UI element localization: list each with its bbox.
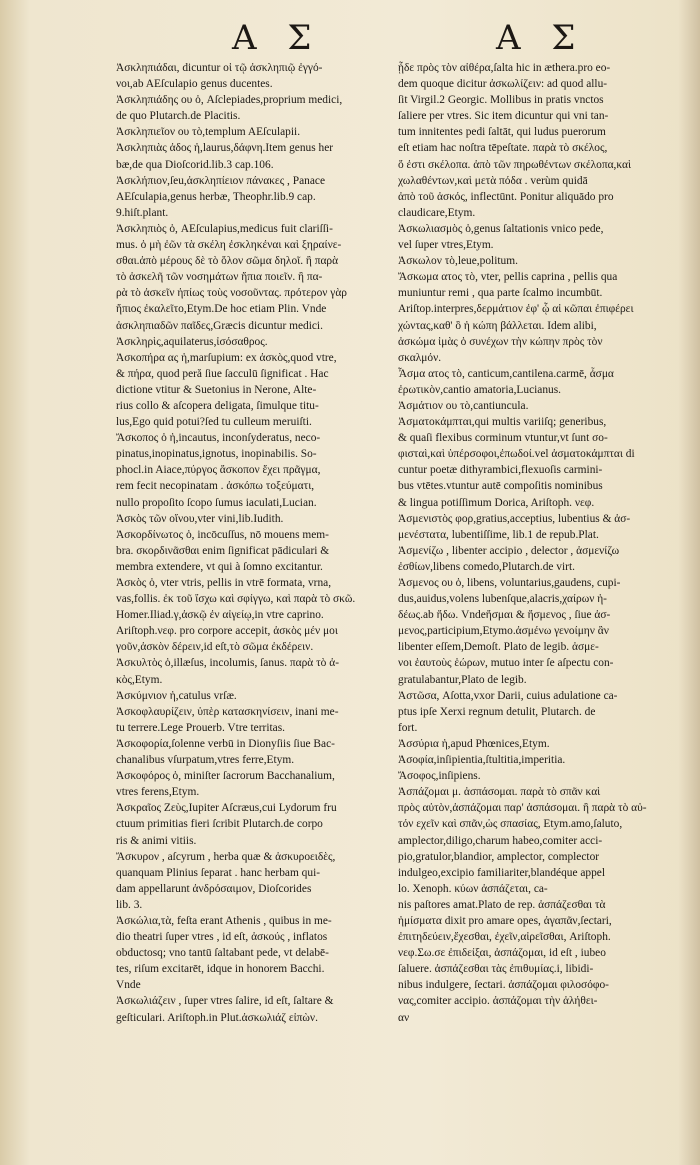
text-line: ctuum primitias fieri ſcribit Plutarch.de corpo — [116, 818, 323, 831]
text-line: ἐσθίων,libens comedo,Plutarch.de virt. — [398, 560, 575, 573]
text-line: χωλαθέντων,καὶ μετὰ πόδα . verùm quidā — [398, 174, 588, 187]
text-line: Ἄσκοπος ὁ ἡ,incautus, inconſyderatus, neco- — [116, 432, 321, 445]
text-line: tu terrere.Lege Prouerb. Vtre territas. — [116, 721, 285, 734]
text-line: Ἀσμενίζω , libenter accipio , delector , ἀσμενίζω — [398, 544, 620, 557]
text-line: dio theatri ſuper vtres , id eſt, ἀσκούς , inflatos — [116, 931, 328, 944]
text-line: de quo Plutarch.de Placitis. — [116, 110, 241, 123]
text-line: Ἀσοφία,inſipientia,ſtultitia,imperitia. — [398, 754, 566, 767]
text-line: ſaluere. ἀσπάζεσθαι τὰς ἐπιθυμίας.i, libidi- — [398, 963, 594, 976]
text-line: Ἆσμα ατος τὸ, canticum,cantilena.carmē, ἆσμα — [398, 367, 614, 380]
text-line: ἀπὸ τοῦ ἀσκός, inflectūnt. Ponitur aliquādo pro — [398, 190, 614, 203]
text-line: Ἀσκοφλαυρίζειν, ὑπὲρ κατασκηνίσειν, inani me- — [116, 705, 339, 718]
text-line: Ἀσμάτιον ου τὸ,cantiuncula. — [398, 399, 529, 412]
text-line: σκαλμόν. — [398, 351, 442, 364]
text-line: Ἀσκυλτὸς ὁ,illæſus, incolumis, ſanus. παρὰ τὸ ἀ- — [116, 657, 339, 670]
text-line: lo. Xenoph. κύων ἀσπάζεται, ca- — [398, 882, 548, 895]
text-line: ἀσκώμα ἱμὰς ὁ συνέχων τὴν κώπην πρὸς τὸν — [398, 335, 603, 348]
text-line: mus. ὁ μὴ ἐῶν τὰ σκέλη ἐσκληκέναι καὶ ξηραίνε- — [116, 239, 342, 252]
text-line: AEſculapia,genus herbæ, Theophr.lib.9 cap. — [116, 190, 316, 203]
text-line: μενος,participium,Etymo.ἀσμένω γενοίμην ἂν — [398, 625, 609, 638]
text-line: geſticulari. Ariſtoph.in Plut.ἀσκωλιάζ εἰπὼν. — [116, 1011, 318, 1024]
text-line: bæ,de qua Dioſcorid.lib.3 cap.106. — [116, 158, 274, 171]
text-line: cuntur poetæ dithyrambici,flexuoſis carmini- — [398, 464, 603, 477]
text-line: νεφ.Σω.σε ἐπιδείξαι, ἀσπάζομαι, id eſt , iubeo — [398, 947, 606, 960]
text-line: Ἀσκοφόρος ὁ, miniſter ſacrorum Bacchanalium, — [116, 770, 335, 783]
text-line: τὸ ἀσκελῆ τῶν νοσημάτων ἤπια ποιεῖν. ἢ πα- — [116, 271, 323, 284]
text-line: νας,comiter accipio. ἀσπάζομαι τὴν ἀλήθει- — [398, 995, 598, 1008]
right-column — [398, 60, 660, 1026]
text-line: & quaſi flexibus corminum vtuntur,vt ſunt σο- — [398, 432, 608, 445]
text-line: Ἀσκύμνιον ἡ,catulus vrſæ. — [116, 689, 237, 702]
text-line: Ἀσκληρὶς,aquilaterus,ἰσόσαθρος. — [116, 335, 268, 348]
text-line: Ἀσκὸς τῶν οἴνου,vter vini,lib.Iudith. — [116, 512, 284, 525]
text-line: Ἀσκωλιασμὸς ὁ,genus ſaltationis vnico pede, — [398, 222, 604, 235]
text-line: phocl.in Aiace,πύργος ἄσκοπον ἔχει πρᾶγμα, — [116, 464, 321, 477]
text-line: vtres ferens,Etym. — [116, 786, 200, 799]
text-line: indulgeo,excipio familiariter,blandéque appel — [398, 866, 606, 879]
text-line: muniuntur remi , qua parte ſcalmo incumbūt. — [398, 287, 603, 300]
text-line: gratulabantur,Plato de legib. — [398, 673, 527, 686]
text-line: δέως.ab ἥδω. Vndeἥσμαι & ἥσμενος , ſiue ἀσ- — [398, 609, 611, 622]
text-line: rem fecit necopinatam . ἀσκόπω τοξεύματι, — [116, 480, 315, 493]
text-line: rius collo & aſcopera deligata, ſimulque titu- — [116, 399, 319, 412]
text-line: bra. σκορδινᾶσθαι enim ſignificat pādiculari & — [116, 544, 330, 557]
text-line: Ἀστῶσα, Aſotta,vxor Darii, cuius adulatione ca- — [398, 689, 618, 702]
text-line: Ἀσκώλια,τὰ, feſta erant Athenis , quibus in me- — [116, 914, 332, 927]
text-line: Ἄσκωμα ατος τὸ, vter, pellis caprina , pellis qua — [398, 271, 618, 284]
text-line: lus,Ego quid potui?ſed tu culleum meruiſti. — [116, 416, 312, 429]
text-line: bus vtētes.vtuntur autē compoſitis nominibus — [398, 480, 603, 493]
text-line: Ἀσκληπιεῖον ου τὸ,templum AEſculapii. — [116, 126, 301, 139]
text-line: dam appellarunt ἀνδρόσαιμον, Dioſcorides — [116, 882, 312, 895]
text-line: νοι ἑαυτοὺς ἑώρων, mutuo inter ſe aſpectu con- — [398, 657, 614, 670]
text-line: ᾗδε πρὸς τὸν αἰθέρα,ſalta hic in æthera.pro eo- — [398, 62, 611, 74]
text-line: Ἀσμενος ου ὁ, libens, voluntarius,gaudens, cupi- — [398, 577, 621, 589]
text-line: ὅ ἐστι σκέλοπα. ἀπὸ τῶν πηρωθέντων σκέλοπα,καὶ — [398, 158, 632, 171]
text-line: vas,follis. ἐκ τοῦ ἴσχω καὶ σφίγγω, καὶ παρὰ τὸ σκῶ. — [116, 593, 356, 606]
text-line: membra extendere, vt qui à ſomno excitantur. — [116, 560, 323, 573]
text-line: Ἄσκυρον , aſcyrum , herba quæ & ἀσκυροειδὲς, — [116, 850, 336, 863]
text-line: Vnde — [116, 979, 141, 992]
text-line: fort. — [398, 721, 418, 734]
text-line: obductosq; vno tantū ſaltabant pede, vt delabē- — [116, 947, 329, 960]
text-line: tes, riſum excitarēt, idque in honorem Bacchi. — [116, 963, 325, 976]
text-line: Ἀσκληπιάδης ου ὁ, Aſclepiades,proprium medici, — [116, 94, 343, 107]
text-line: nis paſtores amat.Plato de rep. ἀσπάζεσθαι τὰ — [398, 898, 606, 911]
text-line: lib. 3. — [116, 898, 143, 911]
text-line: κὸς,Etym. — [116, 673, 163, 686]
text-line: Ἀσματοκάμπται,qui multis variiſq; generibus, — [398, 416, 607, 429]
text-line: dus,auidus,volens lubenſque,alacris,χαίρων ἡ- — [398, 593, 607, 606]
text-line: Ἀσκληπιάδαι, dicuntur οἱ τῷ ἀσκληπιῷ ἐγγό- — [116, 62, 323, 74]
text-line: χώντας,καθ' ὃ ἡ κώπη βάλλεται. Idem alibi, — [398, 319, 597, 332]
text-line: ſaliere per vtres. Sic item dicuntur qui vni tan- — [398, 110, 609, 123]
text-line: φισταὶ,καὶ ὑπέρσοφοι,ἐπωδοί.vel ἀσματοκάμπται di — [398, 448, 635, 461]
text-line: Ἀσκωλον τὸ,leue,politum. — [398, 255, 518, 268]
text-line: Ariſtoph.νεφ. pro corpore accepit, ἀσκὸς μέν μοι — [116, 625, 338, 638]
text-line: πρὸς αὐτὸν,ἀσπάζομαι παρ' ἀσπάσομαι. ἢ παρὰ τὸ αὐ- — [398, 802, 647, 815]
text-line: γοῦν,ἀσκὸν δέρειν,id eſt,τὸ σῶμα ἐκδέρειν. — [116, 641, 314, 654]
text-line: Ἀσκλήπιον,ſeu,ἀσκληπίειον πάνακες , Panace — [116, 174, 326, 187]
running-head-left: Α Σ — [232, 18, 322, 58]
text-line: ἤπιος ἐκαλεῖτο,Etym.De hoc etiam Plin. Vnde — [116, 303, 327, 316]
running-head-right: Α Σ — [496, 18, 586, 58]
text-line: Ἀσπάζομαι μ. ἀσπάσομαι. παρὰ τὸ σπᾶν καὶ — [398, 786, 601, 799]
text-line: claudicare,Etym. — [398, 206, 476, 219]
text-line: Ἀσκορδίνωτος ὁ, incōcuſſus, nō mouens mem- — [116, 528, 329, 541]
text-line: & lingua potiſſimum Dorica, Ariſtoph. νεφ. — [398, 496, 595, 509]
text-line: ἡμίσματα dixit pro amare opes, ἀγαπᾶν,ſectari, — [398, 914, 612, 927]
text-line: 9.hiſt.plant. — [116, 206, 169, 219]
text-line: ἀσκληπιαδῶν παῖδες,Græcis dicuntur medici. — [116, 319, 323, 332]
text-line: ἐρωτικὸν,cantio amatoria,Lucianus. — [398, 383, 562, 396]
text-line: dictione vtitur & Suetonius in Nerone, Alte- — [116, 383, 317, 396]
text-line: nibus indulgere, ſectari. ἀσπάζομαι φιλοσόφο- — [398, 979, 609, 992]
text-line: pio,gratulor,blandior, amplector, complector — [398, 850, 600, 863]
text-line: tum innitentes pedi ſaltāt, qui ludus puerorum — [398, 126, 606, 139]
text-line: pinatus,inopinatus,ignotus, inopinabilis. So- — [116, 448, 317, 461]
text-line: vel ſuper vtres,Etym. — [398, 239, 494, 252]
text-line: Ἀσκὸς ὁ, vter vtris, pellis in vtrē formata, vrna, — [116, 577, 332, 589]
text-line: Ἀσκληπιὰς ἀδος ἡ,laurus,δάφνη.Item genus her — [116, 142, 334, 155]
text-line: μενέστατα, lubentiſſime, lib.1 de repub.Plat. — [398, 528, 599, 541]
text-line: eſt etiam hac noſtra tēpeſtate. παρὰ τὸ σκέλος, — [398, 142, 608, 155]
page-edge-shadow — [678, 0, 700, 1165]
text-line: Ἀσκραῖος Ζεὺς,Iupiter Aſcræus,cui Lydorum fru — [116, 802, 337, 815]
left-column — [116, 60, 378, 1026]
text-line: ρὰ τὸ ἀσκεῖν ἠπίως τοὺς νοσοῦντας. πρότερον γὰρ — [116, 287, 347, 300]
text-line: Ἄσοφος,inſipiens. — [398, 770, 481, 783]
text-line: Ariſtop.interpres,δερμάτιον ἐφ' ᾧ αἱ κῶπαι ἐπιφέρει — [398, 303, 634, 316]
text-line: Ἀσκωλιάζειν , ſuper vtres ſalire, id eſt, ſaltare & — [116, 995, 334, 1008]
text-line: dem quoque dicitur ἀσκωλίζειν: ad quod allu- — [398, 78, 608, 91]
text-line: ſit Virgil.2 Georgic. Mollibus in pratis vnctos — [398, 94, 604, 107]
text-line: νοι,ab AEſculapio genus ducentes. — [116, 78, 273, 91]
text-line: Ἀσσύρια ἡ,apud Phœnices,Etym. — [398, 737, 550, 750]
text-line: Ἀσμενιστὸς φορ,gratius,acceptius, lubentius & ἀσ- — [398, 512, 631, 525]
text-line: αν — [398, 1011, 410, 1024]
text-line: libenter eſſem,Demoſt. Plato de legib. ἀσμε- — [398, 641, 599, 654]
text-line: amplector,diligo,charum habeo,comiter acci- — [398, 834, 603, 847]
text-line: Ἀσκοφορία,ſolenne verbū in Dionyſiis ſiue Bac- — [116, 737, 335, 750]
text-line: chanalibus vſurpatum,vtres ferre,Etym. — [116, 754, 295, 767]
text-line: τόν εχεῖν καὶ σπᾶν,ὡς σπασίας, Etym.amo,ſaluto, — [398, 818, 623, 831]
text-line: ἐπιτηδεύειν,ἔχεσθαι, ἐχεῖν,αἱρεῖσθαι, Ariſtoph. — [398, 931, 611, 944]
text-line: Ἀσκοπήρα ας ἡ,marſupium: ex ἀσκὸς,quod vtre, — [116, 351, 337, 364]
text-line: Ἀσκληπιὸς ὁ, AEſculapius,medicus fuit clariſſi- — [116, 222, 333, 235]
text-line: & πήρα, quod peră ſiue ſacculū ſignificat . Hac — [116, 367, 329, 380]
text-line: ptus ipſe Xerxi regnum detulit, Plutarch. de — [398, 705, 596, 718]
text-line: quanquam Plinius ſeparat . hanc herbam qui- — [116, 866, 321, 879]
text-line: Homer.Iliad.γ,ἀσκῷ ἐν αἰγείῳ,in vtre caprino. — [116, 609, 324, 622]
text-line: ris & animi vitiis. — [116, 834, 197, 847]
text-line: nullo propoſito ſcopo ſumus iaculati,Lucian. — [116, 496, 317, 509]
text-line: σθαι.ἀπὸ μέρους δὲ τὸ ὅλον σῶμα δηλοῖ. ἢ παρὰ — [116, 255, 339, 268]
